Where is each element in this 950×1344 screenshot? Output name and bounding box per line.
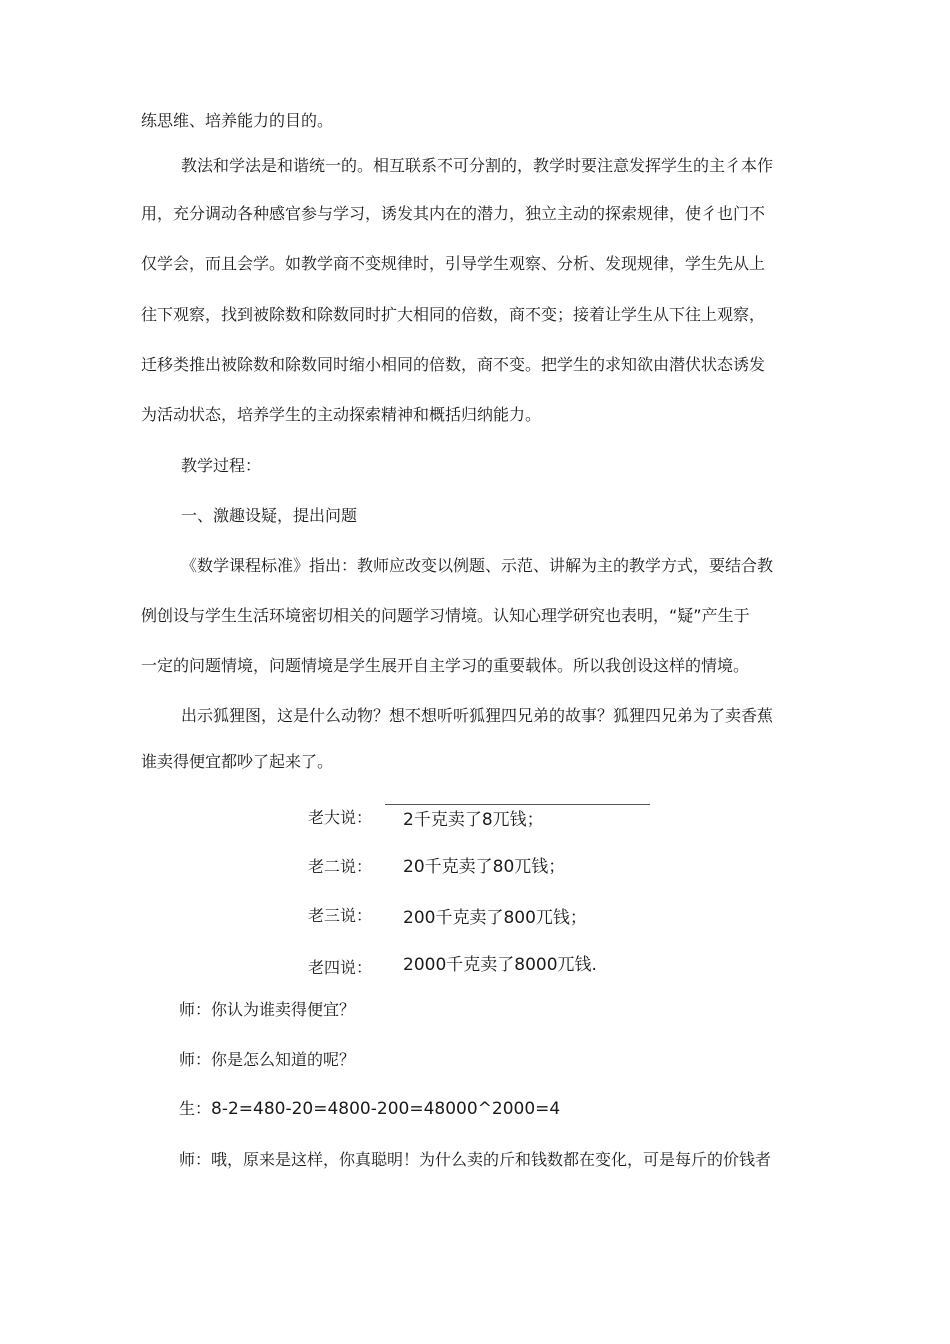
story-statement: 20千克卖了80兀钱； (403, 857, 566, 877)
paragraph-line: 用，充分调动各种感官参与学习，诱发其内在的潜力，独立主动的探索规律，使彳也门不 (141, 204, 766, 223)
story-statement: 2000千克卖了8000兀钱. (403, 955, 597, 975)
story-statement: 200千克卖了800兀钱； (403, 908, 587, 928)
paragraph-line: 一定的问题情境，问题情境是学生展开自主学习的重要载体。所以我创设这样的情境。 (141, 656, 750, 675)
speaker-label: 生： (179, 1099, 212, 1118)
calculation-text: 8-2=480-20=4800-200=48000^2000=4 (211, 1099, 561, 1119)
paragraph-line: 仅学会，而且会学。如教学商不变规律时，引导学生观察、分析、发现规律，学生先从上 (141, 254, 766, 273)
section-heading: 教学过程： (181, 456, 262, 475)
paragraph-line: 迁移类推出被除数和除数同时缩小相同的倍数，商不变。把学生的求知欲由潜伏状态诱发 (141, 355, 766, 374)
paragraph-line: 练思维、培养能力的目的。 (141, 111, 334, 130)
section-heading: 一、激趣设疑，提出问题 (181, 506, 358, 525)
paragraph-line: 往下观察，找到被除数和除数同时扩大相同的倍数，商不变；接着让学生从下往上观察， (141, 305, 766, 324)
story-speaker: 老四说： (308, 958, 373, 977)
dialogue-line: 师：哦，原来是这样，你真聪明！为什么卖的斤和钱数都在变化，可是每斤的价钱者 (179, 1150, 772, 1169)
paragraph-line: 谁卖得便宜都吵了起来了。 (141, 752, 334, 771)
paragraph-line: 例创设与学生生活环境密切相关的问题学习情境。认知心理学研究也表明，“疑”产生于 (141, 606, 750, 625)
story-speaker: 老大说： (308, 808, 373, 827)
dialogue-line (179, 1099, 560, 1119)
dialogue-line: 师：你认为谁卖得便宜？ (179, 1000, 356, 1019)
story-speaker: 老三说： (308, 906, 373, 925)
dialogue-line: 师：你是怎么知道的呢？ (179, 1050, 356, 1069)
story-statement: 2千克卖了8兀钱； (403, 810, 544, 830)
paragraph-line: 出示狐狸图，这是什么动物？想不想听听狐狸四兄弟的故事？狐狸四兄弟为了卖香蕉 (181, 706, 774, 725)
story-speaker: 老二说： (308, 857, 373, 876)
paragraph-line: 《数学课程标准》指出：教师应改变以例题、示范、讲解为主的教学方式，要结合教 (181, 556, 774, 575)
paragraph-line: 为活动状态，培养学生的主动探索精神和概括归纳能力。 (141, 405, 542, 424)
paragraph-line: 教法和学法是和谐统一的。相互联系不可分割的，教学时要注意发挥学生的主彳本作 (181, 156, 774, 175)
divider-line (385, 804, 650, 805)
